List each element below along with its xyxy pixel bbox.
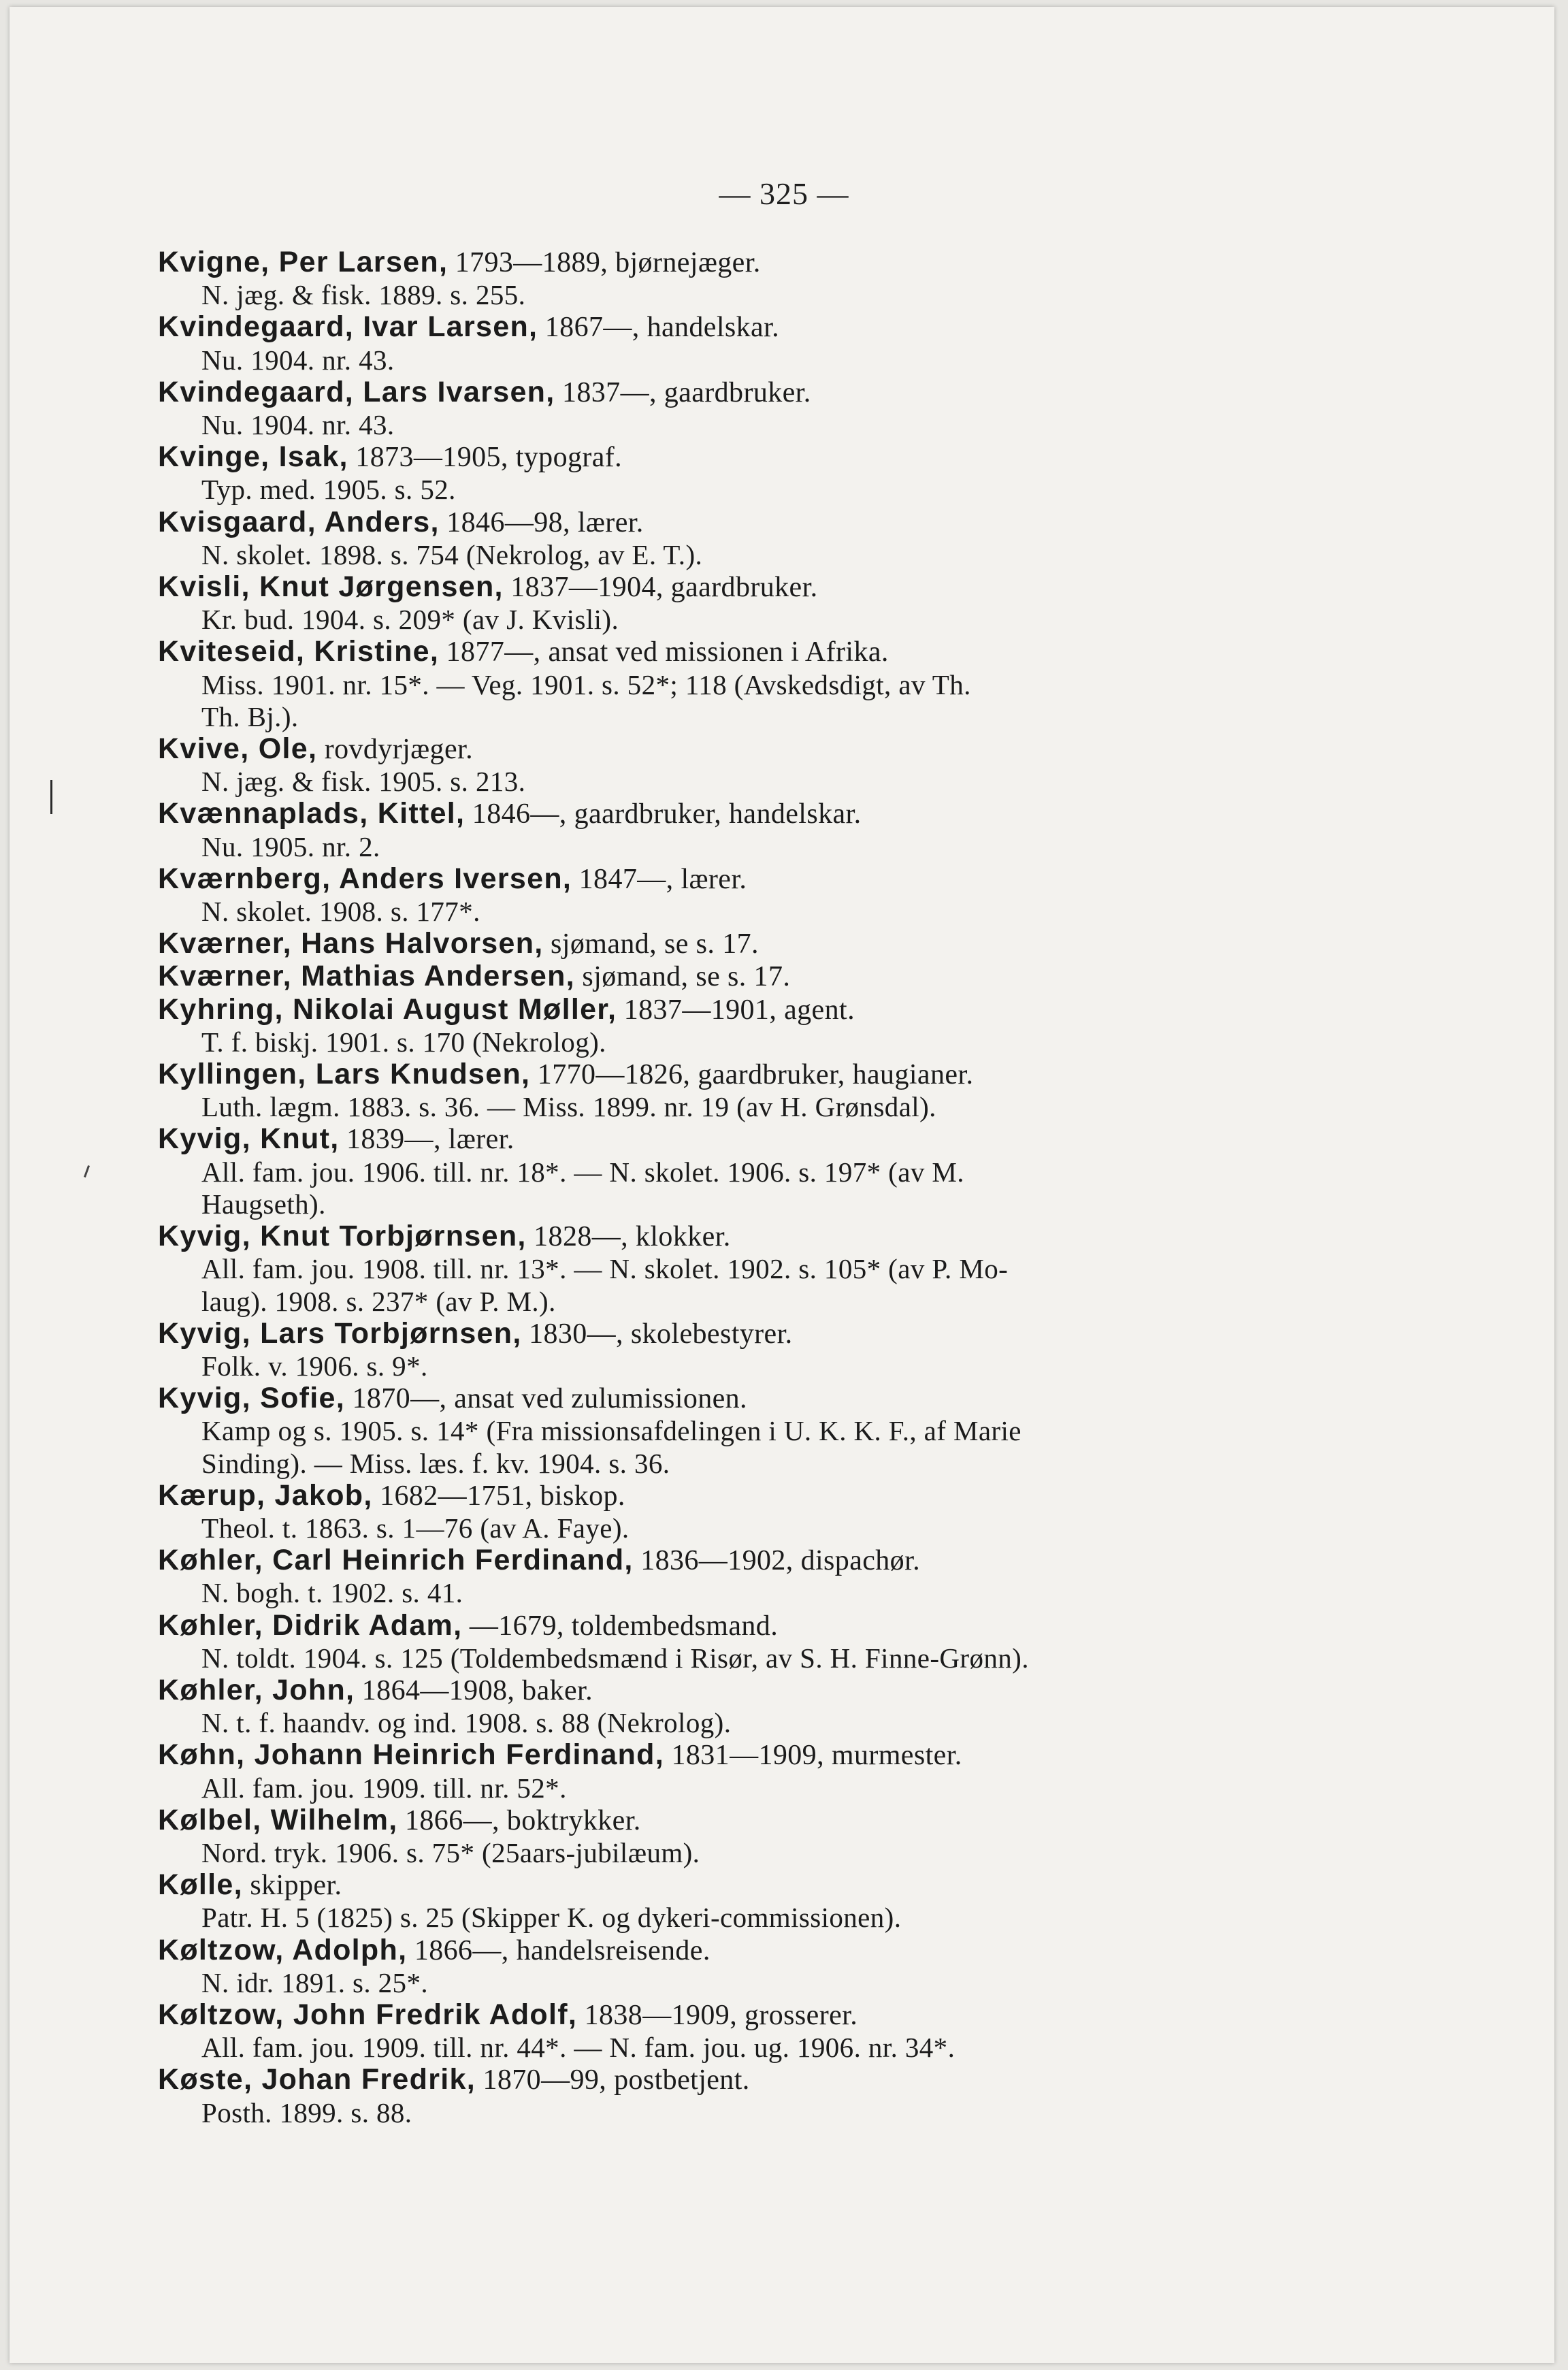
- entry-reference: N. jæg. & fisk. 1889. s. 255.: [201, 279, 526, 311]
- entry-reference: Patr. H. 5 (1825) s. 25 (Skipper K. og dykeri-commissionen).: [201, 1902, 902, 1934]
- entry: [158, 1058, 1362, 1123]
- entry-name: Kværnberg, Anders Iversen,: [158, 862, 572, 895]
- entry: [158, 863, 1362, 928]
- entry-description: 1873—1905, typograf.: [355, 442, 623, 474]
- entry-reference: Nu. 1905. nr. 2.: [201, 830, 380, 862]
- entry-description: 1864—1908, baker.: [361, 1674, 593, 1706]
- entry-description: 1793—1889, bjørnejæger.: [455, 247, 761, 278]
- entry: [158, 506, 1362, 571]
- entry: [158, 441, 1362, 506]
- entry-reference: Kr. bud. 1904. s. 209* (av J. Kvisli).: [201, 604, 619, 636]
- entry-reference: All. fam. jou. 1909. till. nr. 44*. — N. fam. jou. ug. 1906. nr. 34*.: [201, 2032, 956, 2064]
- entry: [158, 1739, 1362, 1804]
- entry: [158, 376, 1362, 441]
- entry: [158, 1610, 1362, 1674]
- entry-heading: [158, 571, 1362, 604]
- entry-heading: [158, 960, 1362, 993]
- entry-heading: [158, 441, 1362, 474]
- entry: [158, 1382, 1362, 1480]
- entry-name: Køhn, Johann Heinrich Ferdinand,: [158, 1738, 664, 1772]
- entry-name: Kvindegaard, Lars Ivarsen,: [158, 375, 555, 408]
- entry-description: 1838—1909, grosserer.: [584, 1999, 858, 2031]
- entry: [158, 311, 1362, 376]
- entry-name: Kværner, Hans Halvorsen,: [158, 927, 544, 960]
- entry-heading: [158, 2064, 1362, 2096]
- entry: [158, 1934, 1362, 1999]
- entry-description: 1837—1901, agent.: [623, 994, 855, 1026]
- entry-name: Kvisgaard, Anders,: [158, 505, 440, 538]
- entry-description: 1682—1751, biskop.: [380, 1480, 625, 1512]
- entry: [158, 960, 1362, 993]
- entry-reference: N. jæg. & fisk. 1905. s. 213.: [201, 766, 526, 798]
- entry-heading: [158, 1739, 1362, 1772]
- entry-reference: Nord. tryk. 1906. s. 75* (25aars-jubilæum).: [201, 1836, 700, 1868]
- entry-description: 1837—1904, gaardbruker.: [510, 572, 818, 604]
- entry-description: 1830—, skolebestyrer.: [529, 1318, 793, 1350]
- entry: [158, 1220, 1362, 1318]
- entry: [158, 2064, 1362, 2128]
- entry-name: Kvænnaplads, Kittel,: [158, 797, 466, 830]
- entry-description: 1839—, lærer.: [346, 1124, 514, 1156]
- entry-reference: T. f. biskj. 1901. s. 170 (Nekrolog).: [201, 1026, 606, 1058]
- entry-name: Køhler, Carl Heinrich Ferdinand,: [158, 1544, 634, 1577]
- entry: [158, 928, 1362, 960]
- entry-reference: Theol. t. 1863. s. 1—76 (av A. Faye).: [201, 1512, 630, 1544]
- entry-name: Kyvig, Knut,: [158, 1122, 340, 1156]
- entry-reference: Nu. 1904. nr. 43.: [201, 344, 395, 376]
- entry-description: 1846—, gaardbruker, handelskar.: [472, 798, 862, 830]
- entry: [158, 1123, 1362, 1220]
- entry-reference: laug). 1908. s. 237* (av P. M.).: [201, 1285, 556, 1317]
- entry-description: 1828—, klokker.: [534, 1221, 731, 1253]
- entry-list: [158, 246, 1362, 2129]
- entry-name: Kyhring, Nikolai August Møller,: [158, 992, 617, 1026]
- entry-description: rovdyrjæger.: [324, 734, 473, 766]
- entry-description: 1866—, boktrykker.: [405, 1804, 641, 1836]
- entry-reference: Typ. med. 1905. s. 52.: [201, 474, 456, 506]
- entry-reference: Th. Bj.).: [201, 700, 299, 732]
- entry-name: Kærup, Jakob,: [158, 1478, 373, 1512]
- entry-heading: [158, 1220, 1362, 1253]
- entry: [158, 571, 1362, 636]
- entry-reference: N. t. f. haandv. og ind. 1908. s. 88 (Nekrolog).: [201, 1707, 732, 1739]
- entry-reference: Nu. 1904. nr. 43.: [201, 409, 395, 441]
- entry: [158, 1869, 1362, 1934]
- entry-heading: [158, 733, 1362, 766]
- entry-reference: Folk. v. 1906. s. 9*.: [201, 1350, 428, 1382]
- entry-description: 1867—, handelskar.: [544, 312, 780, 344]
- entry-name: Kyvig, Sofie,: [158, 1382, 345, 1415]
- entry-description: 1877—, ansat ved missionen i Afrika.: [446, 636, 889, 668]
- entry-description: 1770—1826, gaardbruker, haugianer.: [537, 1059, 974, 1091]
- entry-heading: [158, 798, 1362, 830]
- entry-reference: N. bogh. t. 1902. s. 41.: [201, 1577, 463, 1609]
- entry-reference: All. fam. jou. 1909. till. nr. 52*.: [201, 1772, 567, 1804]
- page-number: — 325 —: [719, 176, 849, 211]
- entry: [158, 1999, 1362, 2064]
- entry-heading: [158, 1804, 1362, 1837]
- entry-reference: N. toldt. 1904. s. 125 (Toldembedsmænd i Risør, av S. H. Finne-Grønn).: [201, 1642, 1029, 1674]
- entry-name: Kvinge, Isak,: [158, 440, 348, 474]
- entry-heading: [158, 376, 1362, 409]
- entry-heading: [158, 863, 1362, 896]
- entry-name: Kvindegaard, Ivar Larsen,: [158, 310, 538, 344]
- entry-heading: [158, 506, 1362, 539]
- entry-description: 1837—, gaardbruker.: [561, 376, 811, 408]
- entry-reference: N. idr. 1891. s. 25*.: [201, 1966, 428, 1998]
- entry-name: Kvive, Ole,: [158, 732, 318, 766]
- entry-reference: Haugseth).: [201, 1188, 326, 1220]
- entry: [158, 798, 1362, 862]
- entry-name: Køhler, John,: [158, 1673, 355, 1706]
- entry-reference: Kamp og s. 1905. s. 14* (Fra missionsafdelingen i U. K. K. F., af Marie: [201, 1415, 1022, 1447]
- entry-description: 1846—98, lærer.: [446, 506, 644, 538]
- entry-name: Kyllingen, Lars Knudsen,: [158, 1058, 531, 1091]
- entry-description: sjømand, se s. 17.: [582, 961, 791, 993]
- entry-name: Køltzow, Adolph,: [158, 1933, 408, 1966]
- entry-reference: N. skolet. 1898. s. 754 (Nekrolog, av E. T.).: [201, 538, 703, 570]
- entry-name: Køltzow, John Fredrik Adolf,: [158, 1998, 578, 2031]
- entry-heading: [158, 1058, 1362, 1091]
- entry-heading: [158, 1544, 1362, 1577]
- entry-reference: Luth. lægm. 1883. s. 36. — Miss. 1899. nr. 19 (av H. Grønsdal).: [201, 1091, 936, 1123]
- entry-heading: [158, 636, 1362, 668]
- entry-heading: [158, 1674, 1362, 1707]
- entry-name: Kvigne, Per Larsen,: [158, 246, 448, 278]
- entry-name: Kyvig, Lars Torbjørnsen,: [158, 1316, 522, 1350]
- entry-heading: [158, 1123, 1362, 1156]
- entry-heading: [158, 311, 1362, 344]
- entry-description: —1679, toldembedsmand.: [469, 1610, 779, 1642]
- entry: [158, 1544, 1362, 1609]
- margin-mark: [50, 780, 52, 814]
- entry-heading: [158, 1382, 1362, 1415]
- entry-name: Køhler, Didrik Adam,: [158, 1608, 463, 1642]
- entry-reference: Miss. 1901. nr. 15*. — Veg. 1901. s. 52*; 118 (Avskedsdigt, av Th.: [201, 668, 971, 700]
- entry-description: 1836—1902, dispachør.: [640, 1545, 921, 1577]
- entry-heading: [158, 994, 1362, 1026]
- entry: [158, 1480, 1362, 1544]
- entry-heading: [158, 1480, 1362, 1512]
- entry-heading: [158, 1610, 1362, 1642]
- entry-name: Kølbel, Wilhelm,: [158, 1803, 398, 1836]
- entry-reference: Posth. 1899. s. 88.: [201, 2096, 412, 2128]
- entry-description: 1870—, ansat ved zulumissionen.: [352, 1383, 747, 1415]
- entry: [158, 1804, 1362, 1869]
- entry: [158, 636, 1362, 733]
- entry-name: Kvisli, Knut Jørgensen,: [158, 570, 504, 604]
- entry-heading: [158, 1934, 1362, 1967]
- entry-name: Kviteseid, Kristine,: [158, 635, 440, 668]
- entry-heading: [158, 1999, 1362, 2032]
- entry: [158, 1318, 1362, 1382]
- entry-name: Kyvig, Knut Torbjørnsen,: [158, 1220, 527, 1253]
- entry-reference: Sinding). — Miss. læs. f. kv. 1904. s. 36.: [201, 1447, 670, 1479]
- entry: [158, 733, 1362, 798]
- entry-reference: All. fam. jou. 1908. till. nr. 13*. — N. skolet. 1902. s. 105* (av P. Mo-: [201, 1253, 1009, 1285]
- entry: [158, 1674, 1362, 1739]
- entry: [158, 994, 1362, 1058]
- entry-heading: [158, 246, 1362, 279]
- entry: [158, 246, 1362, 311]
- entry-heading: [158, 1318, 1362, 1350]
- entry-description: 1831—1909, murmester.: [671, 1740, 962, 1772]
- entry-description: 1870—99, postbetjent.: [483, 2064, 750, 2096]
- entry-reference: N. skolet. 1908. s. 177*.: [201, 896, 480, 928]
- entry-heading: [158, 928, 1362, 960]
- entry-description: skipper.: [250, 1870, 342, 1902]
- entry-heading: [158, 1869, 1362, 1902]
- entry-name: Køste, Johan Fredrik,: [158, 2063, 476, 2096]
- entry-description: 1866—, handelsreisende.: [414, 1934, 710, 1966]
- entry-description: 1847—, lærer.: [578, 863, 747, 895]
- entry-name: Kværner, Mathias Andersen,: [158, 960, 575, 993]
- entry-name: Kølle,: [158, 1868, 243, 1902]
- entry-description: sjømand, se s. 17.: [551, 928, 759, 960]
- entry-reference: All. fam. jou. 1906. till. nr. 18*. — N. skolet. 1906. s. 197* (av M.: [201, 1156, 964, 1188]
